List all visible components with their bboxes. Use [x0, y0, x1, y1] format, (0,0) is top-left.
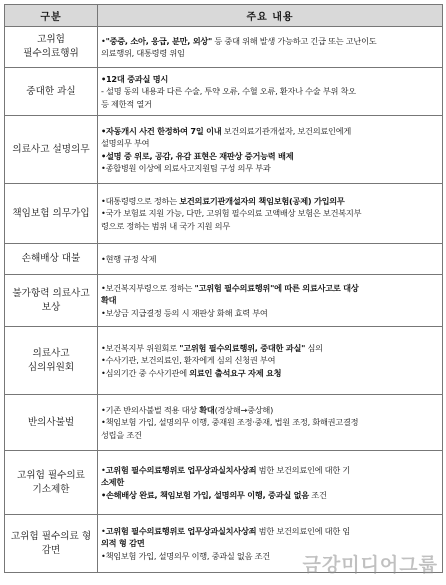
content-segment: •현행 규정 삭제	[101, 253, 157, 264]
content-segment: •보건복지부령으로 정하는	[101, 282, 195, 293]
content-segment: 보건의료기관개설자의 책임보험(공제) 가입의무	[179, 195, 345, 206]
row-content	[98, 116, 443, 184]
content-line	[101, 35, 440, 47]
row-category: 책임보험 의무가입	[5, 184, 98, 244]
content-segment: •자동개시 사건 한정하여 7일 이내	[101, 125, 222, 136]
content-segment: •대통령령으로 정하는	[101, 195, 180, 206]
content-segment: 소제한	[101, 477, 124, 488]
table-row	[5, 244, 443, 275]
table-row	[5, 275, 443, 327]
content-segment: •	[101, 525, 106, 536]
content-segment: 설명의무 부여	[101, 138, 150, 149]
table-row	[5, 515, 443, 573]
row-content	[98, 275, 443, 327]
content-segment: 보건의료기관개설자, 보건의료인에게	[221, 125, 352, 136]
content-segment: •	[101, 464, 106, 475]
content-segment: 령으로 정하는 범위 내 국가 지원 의무	[101, 220, 231, 231]
content-line	[101, 342, 440, 354]
content-line	[101, 73, 440, 85]
content-line	[101, 253, 440, 265]
content-segment: •기존 반의사불벌 적용 대상	[101, 404, 200, 415]
content-line	[101, 404, 440, 416]
row-category: 고위험 필수의료 기소제한	[5, 451, 98, 515]
table-row	[5, 27, 443, 68]
content-segment: •	[101, 35, 106, 46]
table-row	[5, 184, 443, 244]
watermark: 금강미디어그룹	[302, 554, 438, 576]
content-segment: 의료행위, 대통령령 위임	[101, 48, 185, 58]
content-line	[101, 282, 440, 294]
table-row	[5, 327, 443, 395]
content-segment: "고위험 필수의료행위"에 따른 의료사고로 대상	[194, 282, 359, 293]
content-segment: 의적 형 감면	[101, 538, 145, 549]
row-content	[98, 68, 443, 116]
content-segment: 확대	[199, 404, 215, 415]
row-content	[98, 184, 443, 244]
row-content	[98, 395, 443, 451]
content-segment: •책임보험 가입, 설명의무 이행, 중과실 없음 조건	[101, 550, 270, 561]
content-segment: 범한 보건의료인에 대한 임	[256, 525, 350, 536]
table-row	[5, 395, 443, 451]
row-category: 의료사고 설명의무	[5, 116, 98, 184]
content-segment: 고위험 필수의료행위로 업무상과실치사상죄	[105, 464, 257, 475]
content-segment: 확대	[101, 295, 117, 306]
content-segment: •책임보험 가입, 설명의무 이행, 중재원 조정·중재, 법원 조정, 화해권고결정	[101, 417, 359, 428]
content-line	[101, 137, 440, 149]
row-content	[98, 244, 443, 275]
content-line	[101, 125, 440, 137]
content-line	[101, 550, 440, 562]
content-line	[101, 476, 440, 488]
content-line	[101, 367, 440, 379]
content-segment: - 설명 동의 내용과 다른 수술, 투약 오류, 수혈 오류, 환자나 수술 부위 착오	[101, 86, 356, 97]
content-segment: •국가 보험료 지원 가능, 다만, 고위험 필수의료 고액배상 보험은 보건복지부	[101, 208, 362, 219]
content-segment: •12대 중과실 명시	[101, 73, 169, 84]
row-category: 고위험 필수의료 형 감면	[5, 515, 98, 573]
content-segment: "고위험 필수의료행위, 중대한 과실"	[179, 342, 306, 353]
table-row	[5, 451, 443, 515]
content-segment: •손해배상 완료, 책임보험 가입, 설명의무 이행, 중과실 없음	[101, 489, 309, 500]
policy-table	[4, 4, 443, 573]
content-line	[101, 354, 440, 366]
content-segment: •설명 중 위로, 공감, 유감 표현은 재판상 증거능력 배제	[101, 150, 294, 161]
row-category: 불가항력 의료사고 보상	[5, 275, 98, 327]
content-segment: (경상해→중상해)	[214, 404, 274, 415]
content-line	[101, 489, 440, 501]
content-segment: 범한 보건의료인에 대한 기	[256, 464, 350, 475]
table-row	[5, 116, 443, 184]
content-segment: 등 중대 위해 발생 가능하고 긴급 또는 고난이도	[212, 35, 377, 46]
row-category: 반의사불벌	[5, 395, 98, 451]
row-content	[98, 451, 443, 515]
content-line	[101, 294, 440, 306]
content-line	[101, 162, 440, 174]
content-line	[101, 464, 440, 476]
content-segment: 등 제한적 열거	[101, 98, 152, 109]
table-row	[5, 68, 443, 116]
content-segment: "중증, 소아, 응급, 분만, 외상"	[105, 35, 213, 46]
content-segment: •심의기간 중 수사기관에	[101, 367, 190, 378]
row-category: 의료사고 심의위원회	[5, 327, 98, 395]
content-line	[101, 416, 440, 428]
content-segment: 성립을 조건	[101, 429, 142, 440]
content-segment: •수사기관, 보건의료인, 환자에게 심의 신청권 부여	[101, 355, 276, 366]
content-segment: 조건	[308, 489, 327, 500]
row-category: 고위험 필수의료행위	[5, 27, 98, 68]
header-category: 구분	[5, 5, 98, 27]
content-line	[101, 207, 440, 219]
table-body	[5, 27, 443, 573]
content-line	[101, 85, 440, 97]
content-line	[101, 150, 440, 162]
content-line	[101, 195, 440, 207]
content-line	[101, 429, 440, 441]
content-segment: 고위험 필수의료행위로 업무상과실치사상죄	[105, 525, 257, 536]
content-line	[101, 525, 440, 537]
row-content	[98, 515, 443, 573]
content-segment: 심의	[305, 342, 323, 353]
row-category: 중대한 과실	[5, 68, 98, 116]
content-line	[101, 537, 440, 549]
header-content: 주요 내용	[98, 5, 443, 27]
content-line	[101, 47, 440, 59]
content-line	[101, 98, 440, 110]
content-segment: •종합병원 이상에 의료사고지원팀 구성 의무 부과	[101, 162, 271, 173]
content-line	[101, 220, 440, 232]
row-content	[98, 27, 443, 68]
row-content	[98, 327, 443, 395]
table-header-row	[5, 5, 443, 27]
content-segment: •보건복지부 위원회로	[101, 342, 180, 353]
content-segment: •보상금 지급결정 등의 시 재판상 화해 효력 부여	[101, 307, 268, 318]
content-line	[101, 307, 440, 319]
row-category: 손해배상 대불	[5, 244, 98, 275]
content-segment: 의료인 출석요구 자제 요청	[189, 367, 282, 378]
